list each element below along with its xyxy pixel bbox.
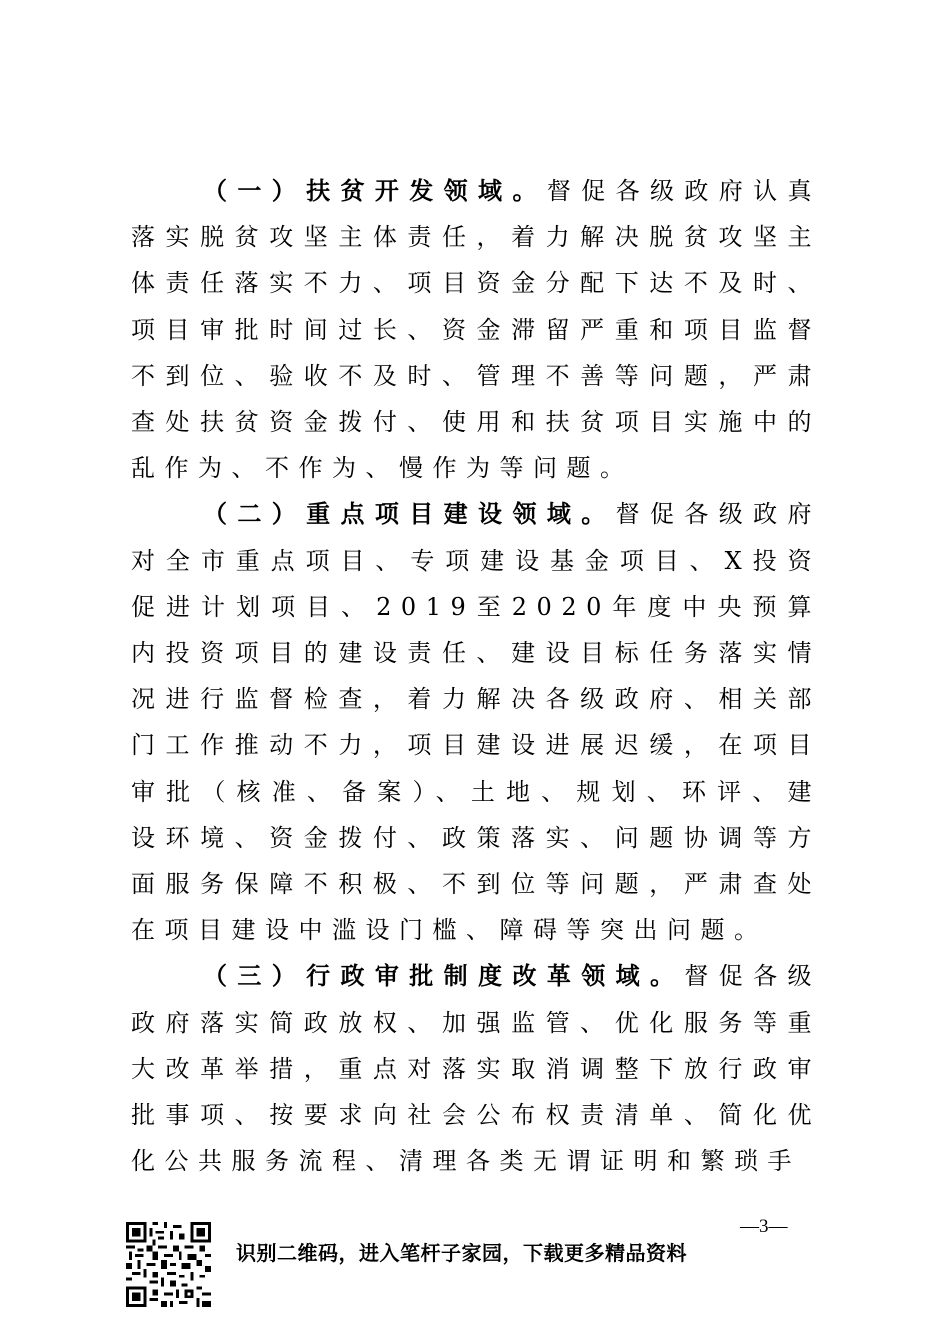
section-3-text: 督促各级政府落实简政放权、加强监管、优化服务等重大改革举措，重点对落实取消调整下放行政审批事项、按要求向社会公布权责清单、简化优化公共服务流程、清理各类无谓证明和繁琐手 — [131, 962, 822, 1176]
footer-promo-text: 识别二维码，进入笔杆子家园，下载更多精品资料 — [236, 1241, 687, 1265]
document-body — [131, 168, 821, 1184]
qr-code-icon[interactable] — [124, 1222, 213, 1307]
section-2-text: 督促各级政府对全市重点项目、专项建设基金项目、X投资促进计划项目、2019至2020年度中央预算内投资项目的建设责任、建设目标任务落实情况进行监督检查，着力解决各级政府、相关部门工作推动不力，项目建设进展迟缓，在项目审批（核准、备案）、土地、规划、环评、建设环境、资金拨付、政策落实、问题协调等方面服务保障不积极、不到位等问题，严肃查处在项目建设中滥设门槛、障碍等突出问题。 — [131, 500, 822, 945]
section-2-heading: （二）重点项目建设领域。 — [203, 499, 616, 529]
section-1-heading: （一）扶贫开发领域。 — [203, 176, 547, 205]
section-3-paragraph — [131, 953, 821, 1184]
section-1-text: 督促各级政府认真落实脱贫攻坚主体责任，着力解决脱贫攻坚主体责任落实不力、项目资金分配下达不及时、项目审批时间过长、资金滞留严重和项目监督不到位、验收不及时、管理不善等问题，严肃查处扶贫资金拨付、使用和扶贫项目实施中的乱作为、不作为、慢作为等问题。 — [131, 177, 822, 483]
section-2-paragraph — [131, 491, 821, 953]
page-number: —3— — [740, 1216, 788, 1237]
section-3-heading: （三）行政审批制度改革领域。 — [203, 961, 685, 991]
section-1-paragraph — [131, 168, 821, 491]
